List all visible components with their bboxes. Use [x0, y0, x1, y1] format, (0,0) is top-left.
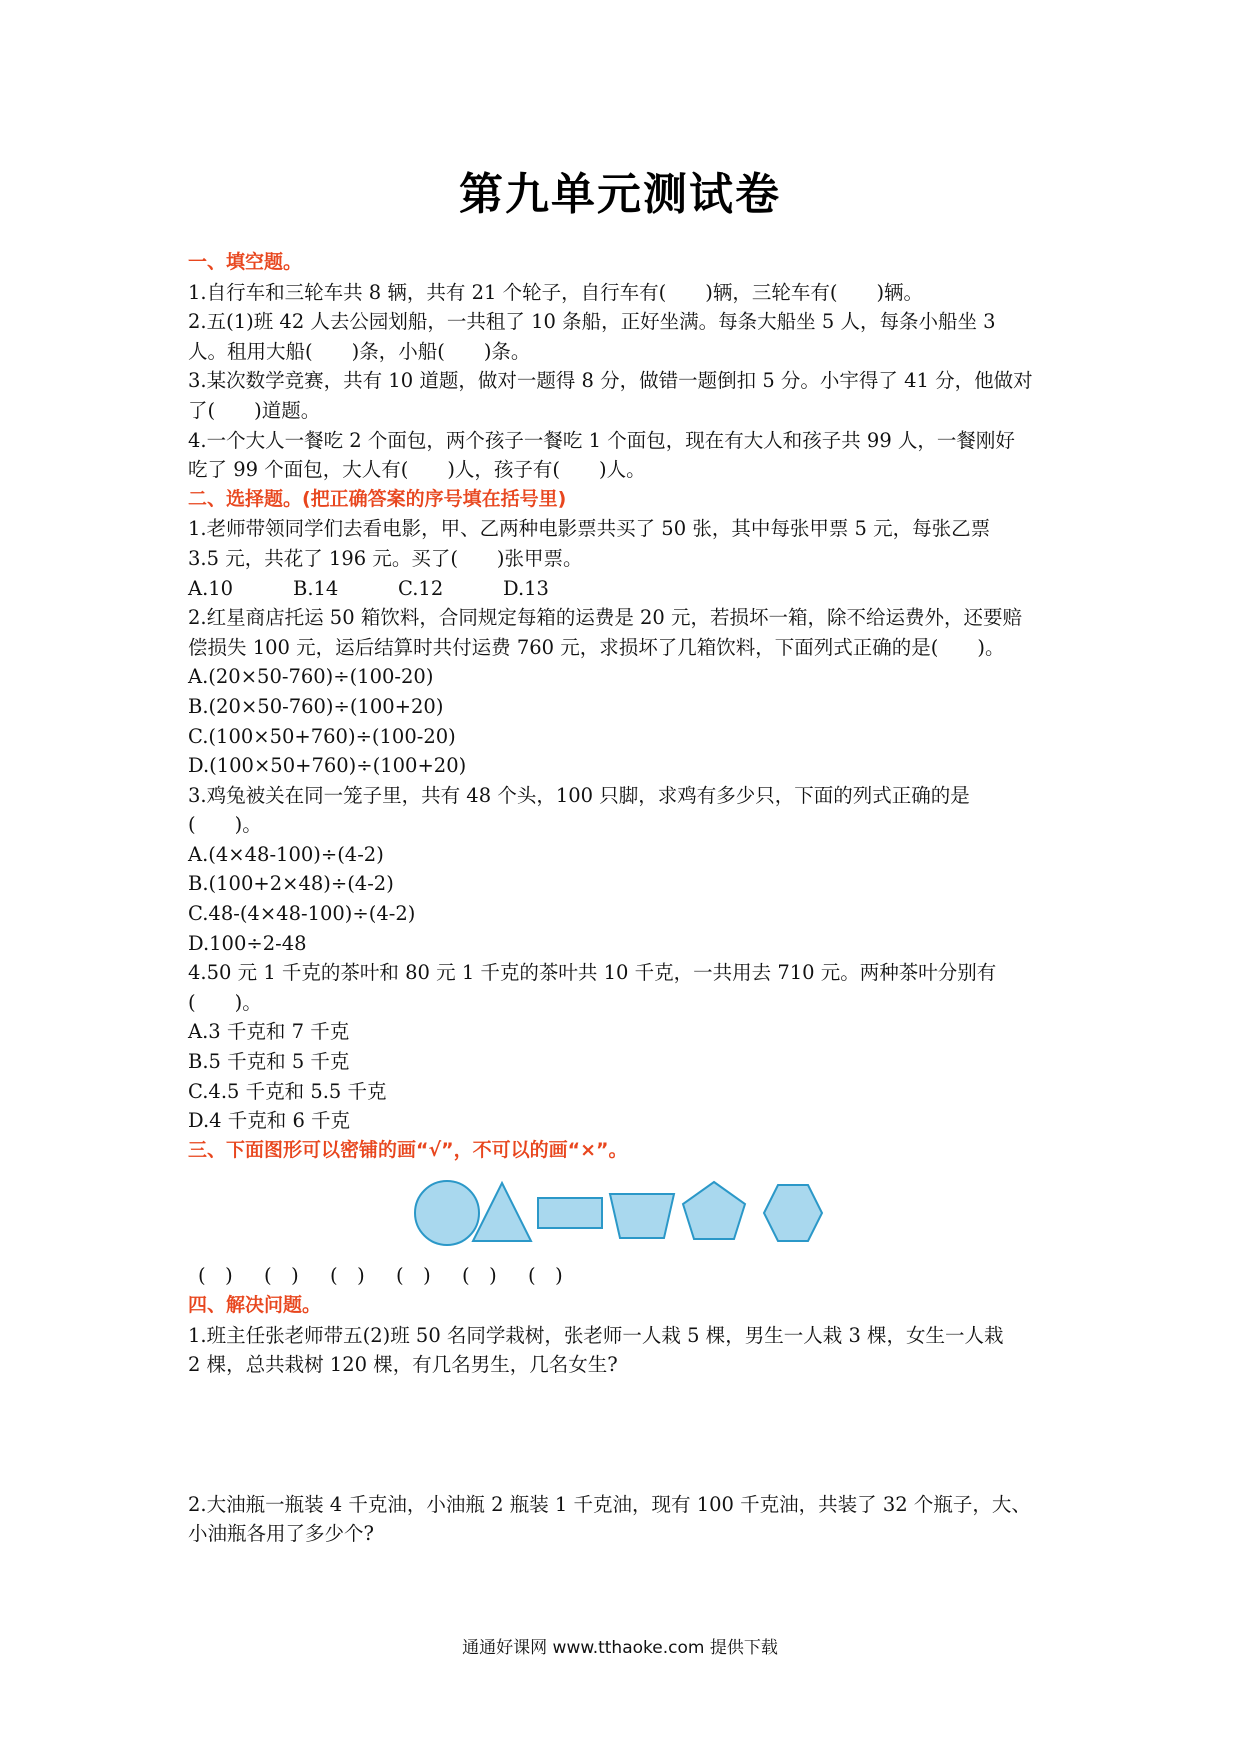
shapes-row [188, 1165, 1068, 1261]
text-line: 1.自行车和三轮车共 8 辆，共有 21 个轮子，自行车有( )辆，三轮车有( )辆。 [188, 280, 924, 304]
section-heading-tessellation: 三、下面图形可以密铺的画“√”，不可以的画“×”。 [188, 1138, 628, 1161]
text-line: ( )。 [188, 990, 262, 1014]
option-line: C.4.5 千克和 5.5 千克 [188, 1079, 387, 1103]
option-line: A.(4×48-100)÷(4-2) [188, 842, 384, 866]
answer-blank: ( ) [528, 1264, 563, 1288]
option-line: A.(20×50-760)÷(100-20) [188, 665, 434, 689]
text-line: 2 棵，总共栽树 120 棵，有几名男生，几名女生? [188, 1353, 618, 1377]
text-line: 1.老师带领同学们去看电影，甲、乙两种电影票共买了 50 张，其中每张甲票 5 元，每张乙票 [188, 517, 991, 541]
option-line: D.100÷2-48 [188, 931, 307, 955]
text-line: 3.某次数学竞赛，共有 10 道题，做对一题得 8 分，做错一题倒扣 5 分。小宇得了 41 分，他做对 [188, 369, 1033, 393]
worksheet-content [188, 248, 1068, 1549]
option-line: B.5 千克和 5 千克 [188, 1050, 350, 1074]
text-line: 3.5 元，共花了 196 元。买了( )张甲票。 [188, 546, 583, 570]
page-title: 第九单元测试卷 [459, 169, 781, 220]
answer-blank: ( ) [264, 1264, 299, 1288]
text-line: 2.红星商店托运 50 箱饮料，合同规定每箱的运费是 20 元，若损坏一箱，除不给运费外，还要赔 [188, 606, 1023, 630]
option-line: C.48-(4×48-100)÷(4-2) [188, 902, 416, 926]
answer-space [188, 1380, 1068, 1490]
option-line: D.4 千克和 6 千克 [188, 1109, 351, 1133]
options-row [188, 574, 1068, 604]
text-line: 2.五(1)班 42 人去公园划船，一共租了 10 条船，正好坐满。每条大船坐 5 人，每条小船坐 3 [188, 310, 996, 334]
text-line: 人。租用大船( )条，小船( )条。 [188, 339, 531, 363]
option: A.10 [188, 576, 234, 600]
trapezoid-shape [610, 1194, 674, 1238]
answer-blank: ( ) [462, 1264, 497, 1288]
text-line: 偿损失 100 元，运后结算时共付运费 760 元，求损坏了几箱饮料，下面列式正确的是( )。 [188, 635, 1005, 659]
option-line: A.3 千克和 7 千克 [188, 1020, 350, 1044]
text-line: 吃了 99 个面包，大人有( )人，孩子有( )人。 [188, 458, 646, 482]
option: B.14 [293, 576, 339, 600]
circle-shape [415, 1181, 479, 1245]
section-heading-problems: 四、解决问题。 [188, 1294, 322, 1316]
section-heading-choice: 二、选择题。(把正确答案的序号填在括号里) [188, 487, 567, 510]
option-line: B.(20×50-760)÷(100+20) [188, 694, 444, 718]
text-line: 1.班主任张老师带五(2)班 50 名同学栽树，张老师一人栽 5 棵，男生一人栽 3 棵，女生一人栽 [188, 1323, 1004, 1347]
section-heading-fill-in: 一、填空题。 [188, 251, 303, 273]
text-line: 小油瓶各用了多少个? [188, 1522, 374, 1546]
text-line: 4.50 元 1 千克的茶叶和 80 元 1 千克的茶叶共 10 千克，一共用去 710 元。两种茶叶分别有 [188, 961, 997, 985]
page-footer: 通通好课网 www.tthaoke.com 提供下载 [462, 1638, 778, 1658]
text-line: 3.鸡兔被关在同一笼子里，共有 48 个头，100 只脚，求鸡有多少只，下面的列式正确的是 [188, 783, 970, 807]
answer-blanks-row [188, 1261, 1068, 1291]
pentagon-shape [683, 1182, 745, 1239]
option: D.13 [503, 576, 549, 600]
option-line: C.(100×50+760)÷(100-20) [188, 724, 456, 748]
option-line: D.(100×50+760)÷(100+20) [188, 754, 467, 778]
hexagon-shape [764, 1185, 822, 1241]
answer-blank: ( ) [198, 1264, 233, 1288]
rectangle-shape [538, 1198, 602, 1228]
shapes-figure [414, 1169, 834, 1257]
text-line: 4.一个大人一餐吃 2 个面包，两个孩子一餐吃 1 个面包，现在有大人和孩子共 99 人，一餐刚好 [188, 428, 1015, 452]
text-line: 2.大油瓶一瓶装 4 千克油，小油瓶 2 瓶装 1 千克油，现有 100 千克油，共装了 32 个瓶子，大、 [188, 1492, 1031, 1516]
text-line: 了( )道题。 [188, 398, 321, 422]
answer-blank: ( ) [396, 1264, 431, 1288]
option: C.12 [398, 576, 444, 600]
option-line: B.(100+2×48)÷(4-2) [188, 872, 394, 896]
triangle-shape [473, 1183, 531, 1241]
answer-blank: ( ) [330, 1264, 365, 1288]
text-line: ( )。 [188, 813, 262, 837]
